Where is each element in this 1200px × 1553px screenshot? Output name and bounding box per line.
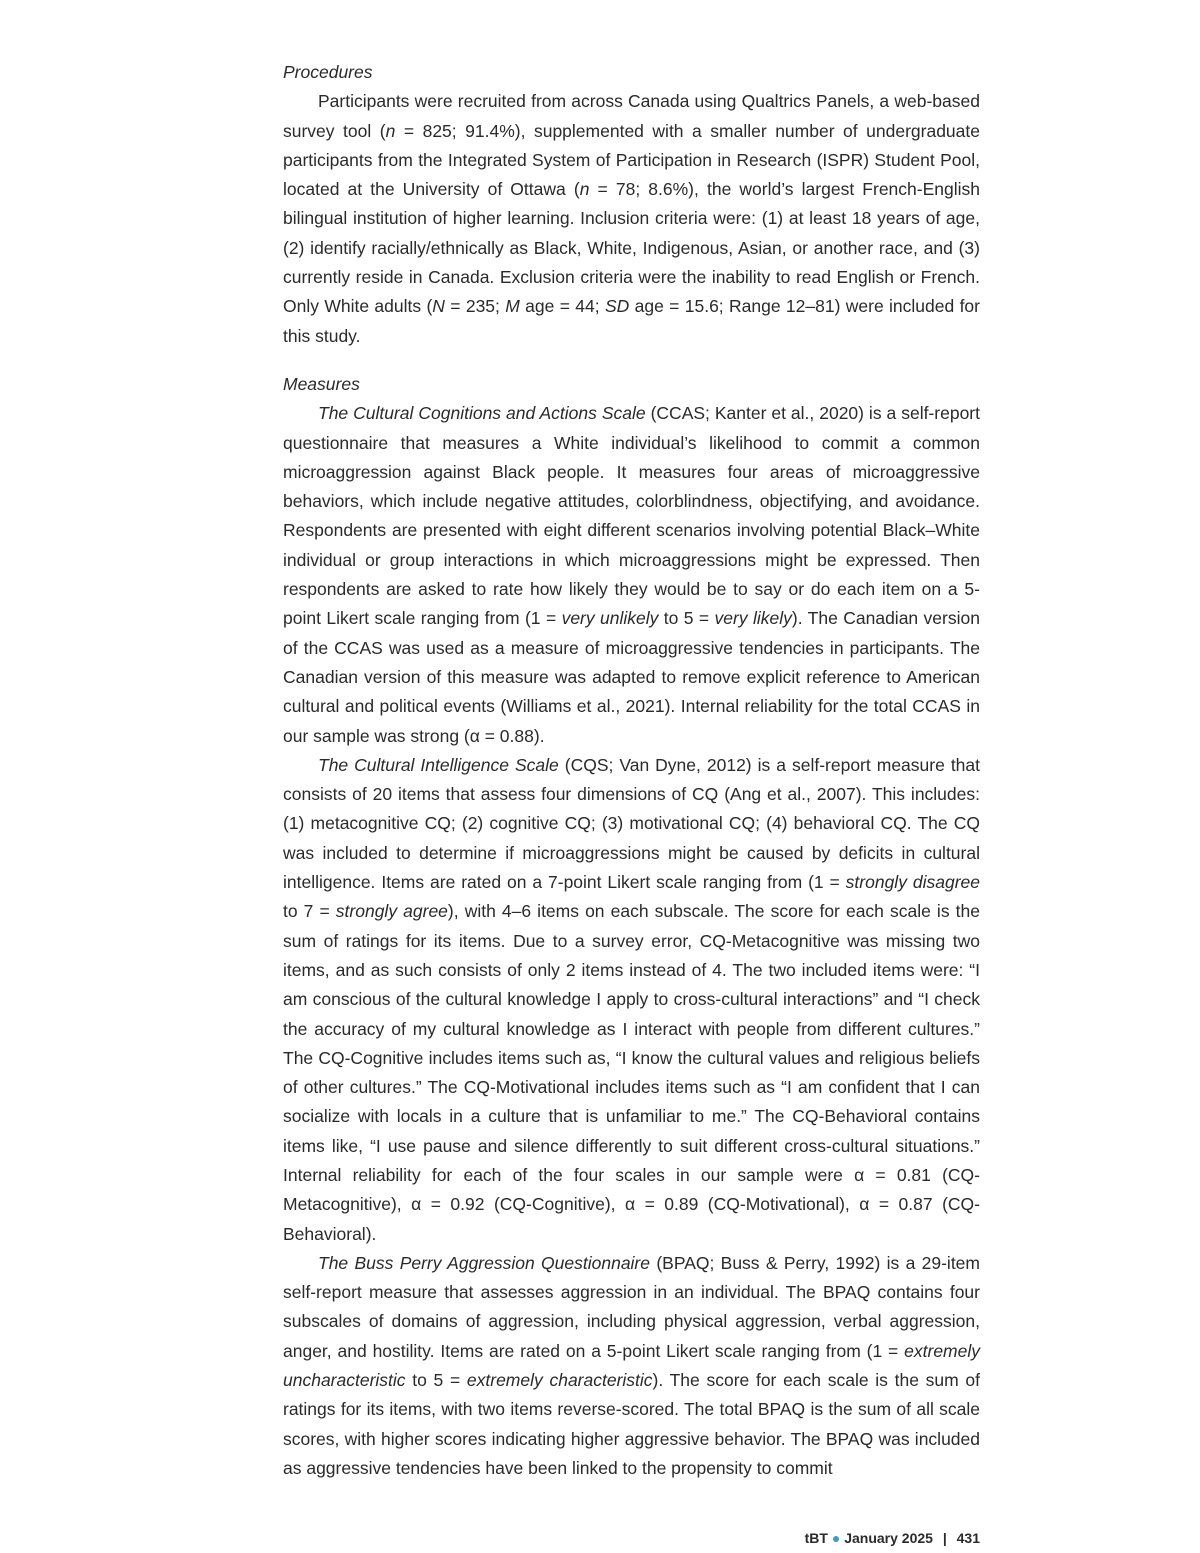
text-run: ), with 4–6 items on each subscale. The score for each scale is the sum of ratings for its items. Due to a survey error, CQ-Metacognitive was missing two items, and as such consists of only 2 items instead of 4. The two included items were: “I am conscious of the cultural knowledge I apply to cross-cultural interactions” and “I check the accuracy of my cultural knowledge as I interact with people from different cultures.” The CQ-Cognitive includes items such as, “I know the cultural values and religious beliefs of other cultures.” The CQ-Motivational includes items such as “I am confident that I can socialize with locals in a culture that is unfamiliar to me.” The CQ-Behavioral contains items like, “I use pause and silence differently to suit different cross-cultural situations.” Internal reliability for each of the four scales in our sample were α = 0.81 (CQ-Metacognitive), α = 0.92 (CQ-Cognitive), α = 0.89 (CQ-Motivational), α = 0.87 (CQ-Behavioral). [283,901,980,1244]
paragraph-procedures [283,87,980,351]
italic-run: N [432,296,445,317]
text-column [283,58,980,1483]
italic-run: extremely characteristic [466,1370,653,1391]
page-footer [700,1530,980,1546]
paragraph-cqs [283,751,980,1249]
text-run: ). The score for each scale is the sum of ratings for its items, with two items reverse-scored. The total BPAQ is the sum of all scale scores, with higher scores indicating higher aggressive behavior. The BPAQ was included as aggressive tendencies have been linked to the propensity to commit [283,1370,980,1478]
journal-name: tBT [804,1530,828,1546]
italic-run: strongly disagree [845,872,980,893]
bullet-dot-icon: ● [831,1530,841,1546]
text-run: to 5 = [405,1370,467,1391]
text-run: (CCAS; Kanter et al., 2020) is a self-report questionnaire that measures a White individual’s likelihood to commit a common microaggression against Black people. It measures four areas of microaggressive behaviors, which include negative attitudes, colorblindness, objectifying, and avoidance. Respondents are presented with eight different scenarios involving potential Black–White individual or group interactions in which microaggressions might be expressed. Then respondents are asked to rate how likely they would be to say or do each item on a 5-point Likert scale ranging from (1 = [283,403,980,629]
section-heading-procedures: Procedures [283,62,373,82]
text-run: age = 15.6; Range 12–81) were included for this study. [283,296,980,346]
text-run: = 78; 8.6%), the world’s largest French-English bilingual institution of higher learning. Inclusion criteria were: (1) at least 18 years of age, (2) identify racially/ethnically as Black, White, Indigenous, Asian, or another race, and (3) currently reside in Canada. Exclusion criteria were the inability to read English or French. Only White adults ( [283,179,980,317]
italic-run: extremely uncharacteristic [283,1340,980,1391]
italic-run: SD [604,296,630,317]
paragraph-bpaq [283,1249,980,1483]
italic-run: strongly agree [335,901,448,922]
paragraph-ccas [283,399,980,751]
page-number: 431 [956,1530,980,1546]
text-run: = 235; [444,296,506,317]
italic-run: very likely [714,608,792,629]
text-run: (CQS; Van Dyne, 2012) is a self-report measure that consists of 20 items that assess four dimensions of CQ (Ang et al., 2007). This includes: (1) metacognitive CQ; (2) cognitive CQ; (3) motivational CQ; (4) behavioral CQ. The CQ was included to determine if microaggressions might be caused by deficits in cultural intelligence. Items are rated on a 7-point Likert scale ranging from (1 = [283,754,981,893]
italic-run: The Cultural Cognitions and Actions Scale [318,403,646,424]
section-gap [283,351,980,370]
text-run: to 5 = [658,608,715,629]
footer-separator: | [942,1530,947,1546]
text-run: to 7 = [283,901,336,922]
italic-run: The Cultural Intelligence Scale [318,754,559,775]
italic-run: n [385,120,396,141]
italic-run: M [505,296,520,317]
text-run: ). The Canadian version of the CCAS was used as a measure of microaggressive tendencies in participants. The Canadian version of this measure was adapted to remove explicit reference to American cultural and political events (Williams et al., 2021). Internal reliability for the total CCAS in our sample was strong (α = 0.88). [283,608,980,746]
issue-date: January 2025 [844,1530,933,1546]
text-run: age = 44; [519,296,605,317]
italic-run: The Buss Perry Aggression Questionnaire [318,1252,650,1273]
italic-run: n [579,179,590,200]
text-run: = 825; 91.4%), supplemented with a smaller number of undergraduate participants from the Integrated System of Participation in Research (ISPR) Student Pool, located at the University of Ottawa ( [283,120,980,200]
text-run: Participants were recruited from across Canada using Qualtrics Panels, a web-based survey tool ( [283,91,980,141]
section-heading-measures: Measures [283,373,360,394]
italic-run: very unlikely [561,608,659,629]
text-run: (BPAQ; Buss & Perry, 1992) is a 29-item self-report measure that assesses aggression in an individual. The BPAQ contains four subscales of domains of aggression, including physical aggression, verbal aggression, anger, and hostility. Items are rated on a 5-point Likert scale ranging from (1 = [283,1252,980,1361]
